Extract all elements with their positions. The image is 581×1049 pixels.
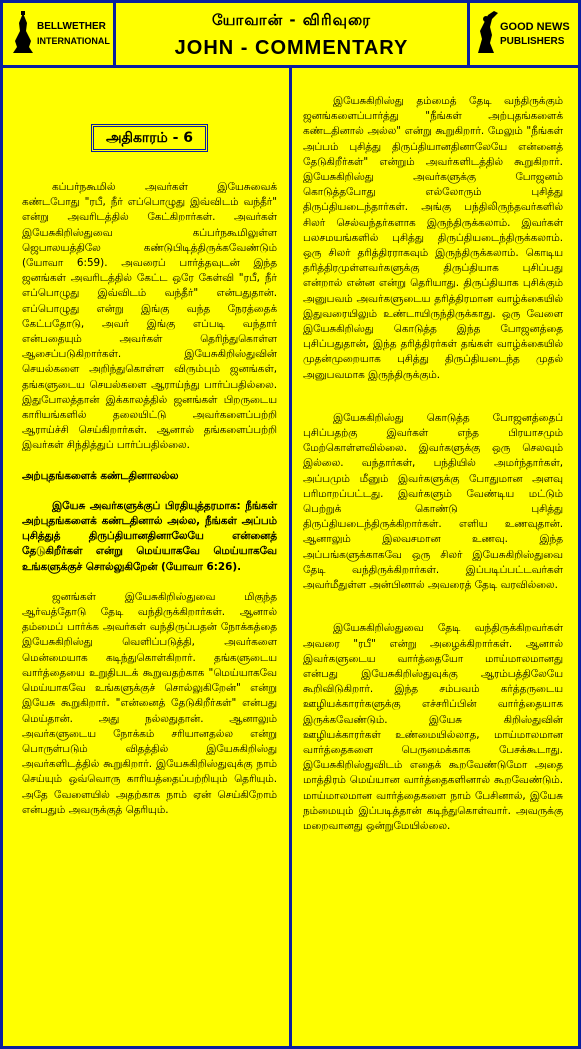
right-logo-line2: PUBLISHERS: [500, 36, 565, 47]
bellwether-logo: [11, 9, 110, 59]
column-divider: [289, 66, 292, 1049]
header-bar: [0, 0, 581, 68]
trumpet-figure-icon: [474, 9, 500, 55]
right-logo-cell: [467, 3, 578, 65]
title-cell: [116, 3, 467, 65]
left-logo-line2: INTERNATIONAL: [37, 36, 110, 46]
right-paragraph-2: இயேசுகிறிஸ்து கொடுத்த போஜனத்தைப் புசிப்பதற்கு இவர்கள் எந்த பிரயாசமும் மேற்கொள்ளவில்லை. இவர்களுக்கு ஒரு செலவும் இல்லை. வந்தார்கள், பந்தியில் அமர்ந்தார்கள், அப்பமும் மீனும் இவர்களுக்கு போதுமான அளவு பரிமாறப்பட்டது. இவர்களும் வேண்டிய மட்டும் பெற்றுக் கொண்டு புசித்து திருப்தியடைந்திருக்கிறார்கள். எளிய உணவுதான். ஆனாலும் இலவசமான உணவு. இந்த அப்பங்களுக்காகவே ஒரு சிலர் இயேசுகிறிஸ்துவை தேடி வந்திருக்கிறார்கள். இப்படிப்பட்டவர்கள் அவர்மீதுள்ள அன்பினால் அவரைத் தேடி வரவில்லை.: [303, 411, 563, 592]
chapter-label: அதிகாரம் - 6: [91, 124, 208, 152]
scripture-quote: இயேசு அவர்களுக்குப் பிரதியுத்தரமாக: நீங்கள் அற்புதங்களைக் கண்டதினால் அல்ல, நீங்கள் அப்பம் புசித்துத் திருப்தியானதினாலேயே என்னைத் தேடுகிறீர்கள் என்று மெய்யாகவே மெய்யாகவே உங்களுக்குச் சொல்லுகிறேன் (யோவா 6:26).: [22, 499, 277, 573]
left-paragraph-1: கப்பர்நகூமில் அவர்கள் இயேசுவைக் கண்டபோது "ரபீ, நீர் எப்பொழுது இவ்விடம் வந்தீர்" என்று அவரிடத்தில் கேட்கிறார்கள். அவர்கள் இயேசுகிறிஸ்துவை கப்பர்நகூமிலுள்ள ஜெபாலயத்திலே கண்டுபிடித்திருக்கவேண்டும் (யோவா 6:59). அவரைப் பார்த்தவுடன் இந்த ஜனங்கள் அவரிடத்தில் கேட்ட ஒரே கேள்வி "ரபீ, நீர் எப்பொழுது இவ்விடம் வந்தீர்" என்பதுதான். எப்பொழுது என்று இங்கு வந்த நேரத்தைக் கேட்பதோடு, அவர் இங்கு எப்படி வந்தார் என்பதையும் அவர்கள் தெரிந்துகொள்ள ஆசைப்படுகிறார்கள். இயேசுகிறிஸ்துவின் செயல்களை அறிந்துகொள்ள விரும்பும் ஜனங்கள், தங்களுடைய செயல்களை ஆராய்ந்து பார்ப்பதில்லை. இதுபோலத்தான் இக்காலத்தில் ஜனங்கள் பிறருடைய காரியங்களில் தலையிட்டு அவர்களைப்பற்றி ஆராய்ச்சி செய்கிறார்கள். ஆனால் தங்களைப்பற்றி இவர்கள் சிந்தித்துப் பார்ப்பதில்லை.: [22, 181, 277, 452]
title-english: JOHN - COMMENTARY: [174, 37, 409, 59]
section-subheading: அற்புதங்களைக் கண்டதினாலல்ல: [22, 469, 179, 482]
right-paragraph-1: இயேசுகிறிஸ்து தம்மைத் தேடி வந்திருக்கும் ஜனங்களைப்பார்த்து "நீங்கள் அற்புதங்களைக் கண்டதினால் அல்ல" என்று கூறுகிறார். மேலும் "நீங்கள் அப்பம் புசித்து திருப்தியானதினாலேயே என்னைத் தேடுகிறீர்கள்" என்றும் அவர்களிடத்தில் கூறுகிறார். இயேசுகிறிஸ்து அவர்களுக்கு போஜனம் கொடுத்தபோது எல்லோரும் புசித்து திருப்தியடைந்தார்கள். அங்கு பந்திலிருந்தவர்களில் சிலர் செல்வந்தர்களாக இருந்திருக்கலாம். இவர்கள் பலசமயங்களில் புசித்து திருப்தியடைந்திருக்கலாம். ஒரு சிலர் தரித்திரராகவும் இருந்திருக்கலாம். கொடிய தரித்திரமுள்ளவர்களுக்கு திருப்தியாக புசிப்பது என்றால் என்ன என்று தெரியாது. திருப்தியாக புசிக்கும் அனுபவம் அவர்களுடைய தரித்திரமான வாழ்க்கையில் இதுவரையிலும் உண்டாயிருந்திருக்காது. ஒரு வேளை இயேசுகிறிஸ்து கொடுத்த இந்த போஜனத்தை புசிப்பதுதான், இந்த தரித்திரர்கள் தங்கள் வாழ்க்கையில் முதன்முறையாக புசித்து திருப்தியடைந்த முதல் அனுபவமாக இருந்திருக்கும்.: [303, 95, 563, 381]
good-news-logo: [474, 9, 578, 59]
right-logo-line1: GOOD NEWS: [500, 21, 570, 33]
right-column: [303, 94, 563, 849]
left-logo-line1: BELLWETHER: [37, 21, 106, 32]
left-logo-cell: [3, 3, 116, 65]
left-column: [22, 78, 277, 833]
bell-icon: [11, 11, 35, 55]
right-paragraph-3: இயேசுகிறிஸ்துவை தேடி வந்திருக்கிறவர்கள் அவரை "ரபீ" என்று அழைக்கிறார்கள். ஆனால் இவர்களுடைய வார்த்தையோ மாய்மாலமானது என்பது இயேசுகிறிஸ்துவுக்கு ஆரம்பத்திலேயே கூறிவிடுகிறார். இந்த சம்பவம் கர்த்தருடைய ஊழியக்காரர்களுக்கு எச்சரிப்பின் வார்த்தையாக இருக்கவேண்டும். இயேசு கிறிஸ்துவின் ஊழியக்காரர்கள் உண்மையில்லாத, மாய்மாலமான வார்த்தைகளை பெருமைக்காக பேசக்கூடாது. இயேசுகிறிஸ்துவிடம் எதைக் கூறவேண்டுமோ அதை மாத்திரம் மெய்யான வார்த்தைகளினால் கூறவேண்டும். மாய்மாலமான வார்த்தைகளை நாம் பேசினால், இயேசு நம்மையும் இப்படித்தான் கடிந்துகொள்வார். அவருக்கு மறைவானது ஒன்றுமேயில்லை.: [303, 622, 563, 832]
left-paragraph-2: ஜனங்கள் இயேசுகிறிஸ்துவை மிகுந்த ஆர்வத்தோடு தேடி வந்திருக்கிறார்கள். ஆனால் தம்மைப் பார்க்க அவர்கள் வந்திருப்பதன் நோக்கத்தை இயேசுகிறிஸ்து வெளிப்படுத்தி, அவர்களை மென்மையாக கடிந்துகொள்கிறார். தங்களுடைய வார்த்தையை உறுதிபடக் கூறுவதற்காக "மெய்யாகவே மெய்யாகவே உங்களுக்குச் சொல்லுகிறேன்" என்று இயேசு கூறுகிறார். "என்னைத் தேடுகிறீர்கள்" என்பது மெய்தான். அது நல்லதுதான். ஆனாலும் அவர்களுடைய நோக்கம் சரியானதல்ல என்று பொருள்படும் விதத்தில் இயேசுகிறிஸ்து அவர்களிடத்தில் கூறுகிறார். இயேசுகிறிஸ்துவுக்கு நாம் செய்யும் ஒவ்வொரு காரியத்தைப்பற்றியும் தெரியும். அதே வேளையில் அதற்காக நாம் ஏன் செய்கிறோம் என்பதும் அவருக்குத் தெரியும்.: [22, 590, 277, 816]
title-tamil: யோவான் - விரிவுரை: [212, 11, 371, 29]
